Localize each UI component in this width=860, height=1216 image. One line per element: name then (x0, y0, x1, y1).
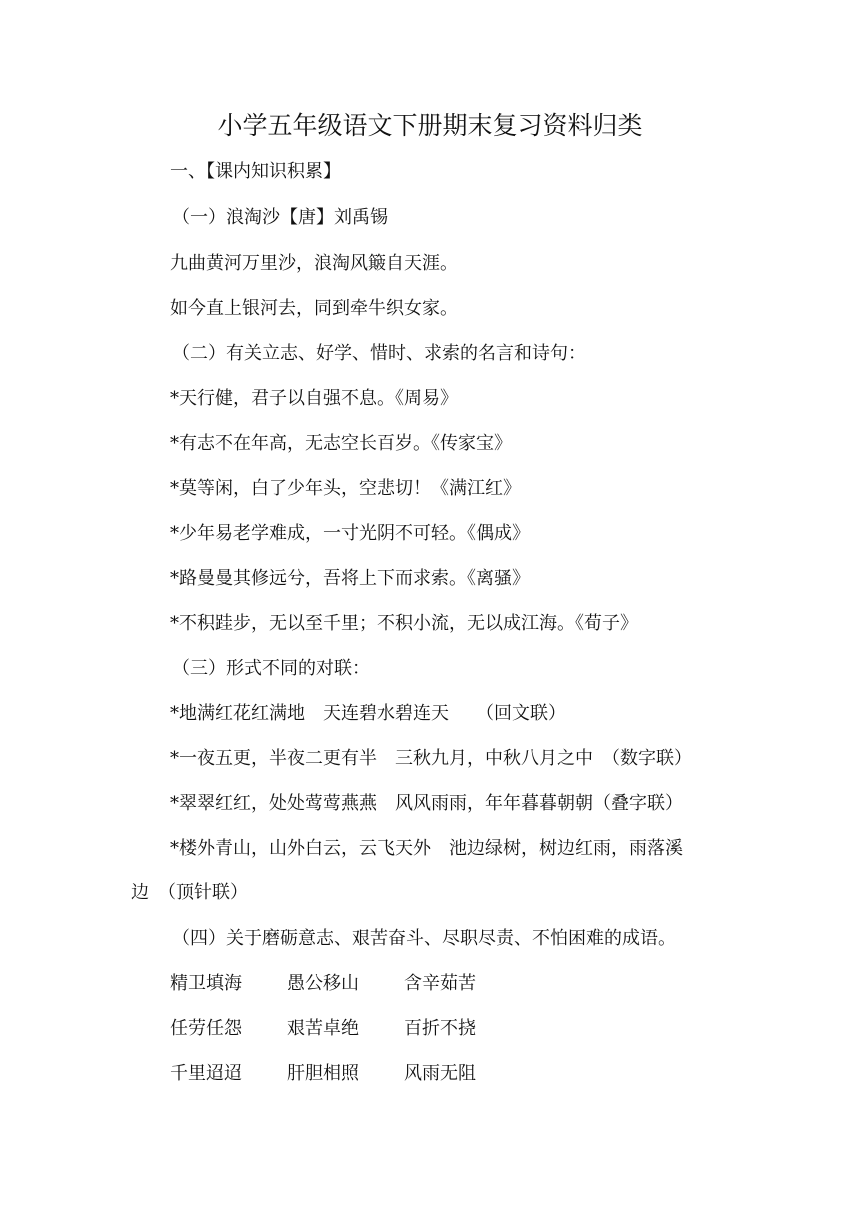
couplet-item: *翠翠红红，处处莺莺燕燕 风风雨雨，年年暮暮朝朝（叠字联） (170, 793, 683, 814)
couplet-item-continuation: 边 （顶针联） (131, 882, 248, 903)
idiom: 任劳任怨 (170, 1018, 242, 1039)
poem-heading: （一）浪淘沙【唐】刘禹锡 (172, 207, 388, 228)
couplet-item: *地满红花红满地 天连碧水碧连天 （回文联） (170, 703, 566, 724)
couplets-heading: （三）形式不同的对联： (172, 658, 370, 679)
quotes-heading: （二）有关立志、好学、惜时、求索的名言和诗句： (172, 343, 586, 364)
poem-line: 如今直上银河去，同到牵牛织女家。 (170, 298, 458, 319)
idiom: 愚公移山 (287, 973, 359, 994)
idiom: 千里迢迢 (170, 1063, 242, 1084)
idiom: 艰苦卓绝 (287, 1018, 359, 1039)
idiom: 含辛茹苦 (404, 973, 476, 994)
page-title: 小学五年级语文下册期末复习资料归类 (217, 111, 643, 140)
idioms-heading: （四）关于磨砺意志、艰苦奋斗、尽职尽责、不怕困难的成语。 (172, 928, 676, 949)
quote-item: *有志不在年高，无志空长百岁。《传家宝》 (170, 433, 512, 454)
quote-item: *莫等闲，白了少年头，空悲切！《满江红》 (170, 478, 521, 499)
couplet-item: *楼外青山，山外白云，云飞天外 池边绿树，树边红雨，雨落溪 (170, 838, 683, 859)
poem-line: 九曲黄河万里沙，浪淘风簸自天涯。 (170, 253, 458, 274)
quote-item: *不积跬步，无以至千里；不积小流，无以成江海。《荀子》 (170, 613, 638, 634)
quote-item: *少年易老学难成，一寸光阴不可轻。《偶成》 (170, 523, 530, 544)
idiom: 百折不挠 (404, 1018, 476, 1039)
quote-item: *路曼曼其修远兮，吾将上下而求索。《离骚》 (170, 568, 530, 589)
idiom: 肝胆相照 (287, 1063, 359, 1084)
quote-item: *天行健，君子以自强不息。《周易》 (170, 388, 458, 409)
couplet-item: *一夜五更，半夜二更有半 三秋九月，中秋八月之中 （数字联） (170, 748, 692, 769)
idiom: 精卫填海 (170, 973, 242, 994)
idiom: 风雨无阻 (404, 1063, 476, 1084)
section-heading: 一、【课内知识积累】 (170, 161, 341, 182)
